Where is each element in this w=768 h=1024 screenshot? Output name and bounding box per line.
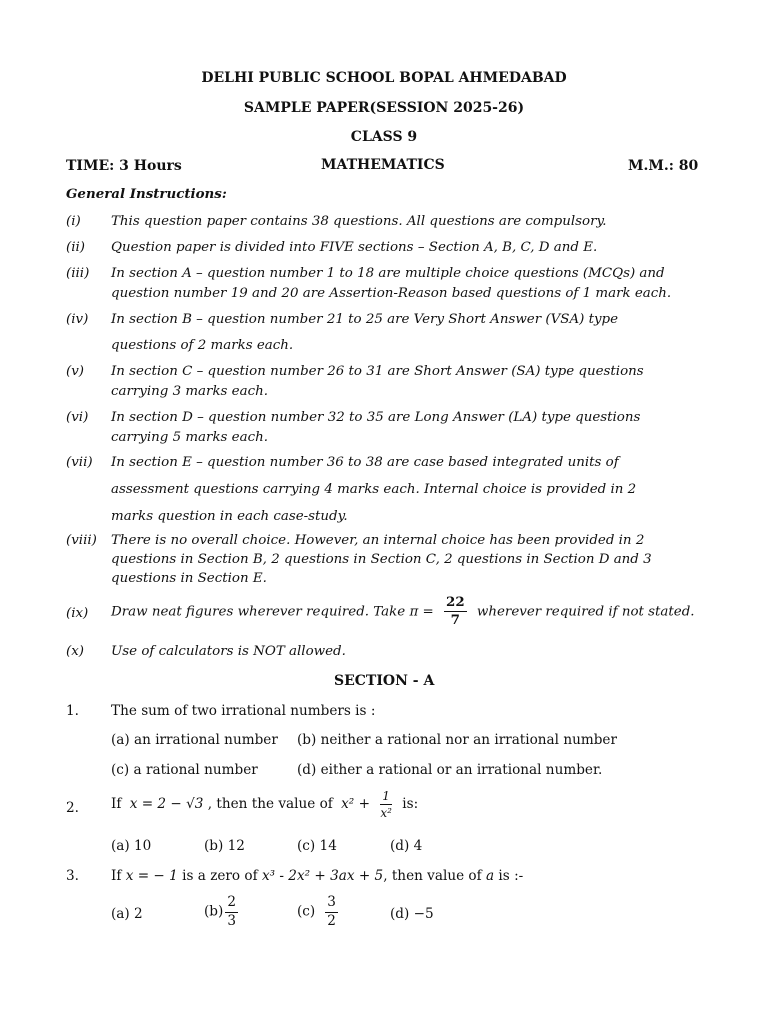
instruction-x: Use of calculators is NOT allowed. [111,644,346,659]
q3-option-c-label: (c) [297,903,316,920]
instruction-number: (iv) [66,312,89,327]
time-label: TIME: 3 Hours [66,158,182,174]
instruction-number: (iii) [66,266,90,281]
q3-option-b [204,896,238,928]
class-label: CLASS 9 [350,129,418,145]
q3-text-g: is :- [498,868,524,884]
q2-fraction-denominator: x² [380,806,392,820]
instruction-number: (viii) [66,533,97,548]
subject-label: MATHEMATICS [321,157,445,173]
instruction-line: assessment questions carrying 4 marks each. Internal choice is provided in 2 [111,482,637,497]
q3-variable-a: a [485,868,495,884]
instruction-line: questions in Section B, 2 questions in Section C, 2 questions in Section D and 3 [111,552,652,567]
pi-fraction-numerator: 22 [444,596,467,612]
q2-end: is: [402,796,419,812]
instruction-line: There is no overall choice. However, an internal choice has been provided in 2 [111,533,645,548]
instruction-line: carrying 3 marks each. [111,384,268,399]
q2-fraction-numerator: 1 [382,789,390,803]
q2-middle-text: , then the value of [207,796,333,812]
q2-fraction [380,790,392,819]
instruction-line: question number 19 and 20 are Assertion-Reason based questions of 1 mark each. [111,286,672,301]
q2-option-d: (d) 4 [390,838,423,854]
q3-text-c: is a zero of [182,868,258,884]
q2-expression: x² + [341,796,370,812]
max-marks-label: M.M.: 80 [628,158,699,174]
question-number: 1. [66,703,79,719]
q3-option-d: (d) −5 [390,906,434,922]
q3-option-c-numerator: 3 [325,896,338,913]
pi-fraction-denominator: 7 [450,612,460,629]
q3-text-b: x = − 1 [125,868,178,884]
instruction-line: In section C – question number 26 to 31 are Short Answer (SA) type questions [111,364,644,379]
q3-option-c-denominator: 2 [327,912,336,929]
question-3-text [111,868,523,884]
q3-option-a: (a) 2 [111,906,143,922]
q2-equation: x = 2 − √3 [129,796,204,812]
instruction-line: In section E – question number 36 to 38 are case based integrated units of [111,455,619,470]
instruction-number: (v) [66,364,85,379]
q1-option-c: (c) a rational number [111,762,258,778]
q3-text-a: If [111,868,122,884]
instruction-ix-before: Draw neat figures wherever required. Take π = [111,604,434,620]
instruction-line: questions in Section E. [111,571,267,586]
question-2-text [111,790,418,819]
instruction-line: In section D – question number 32 to 35 are Long Answer (LA) type questions [111,410,641,425]
q3-option-b-fraction [225,896,238,928]
q1-option-b: (b) neither a rational nor an irrational number [297,732,617,748]
instruction-line: In section B – question number 21 to 25 are Very Short Answer (VSA) type [111,312,619,327]
q2-option-a: (a) 10 [111,838,152,854]
instruction-number: (ii) [66,240,86,255]
instruction-number: (i) [66,214,81,229]
q2-option-b: (b) 12 [204,838,245,854]
school-name: DELHI PUBLIC SCHOOL BOPAL AHMEDABAD [201,70,567,86]
instruction-number: (vi) [66,410,89,425]
q1-option-d: (d) either a rational or an irrational number. [297,762,603,778]
paper-title: SAMPLE PAPER(SESSION 2025-26) [243,100,525,116]
instruction-line: marks question in each case-study. [111,509,348,524]
instruction-number: (ix) [66,606,89,621]
instruction-line: questions of 2 marks each. [111,338,294,353]
q3-option-c [297,896,338,928]
question-number: 2. [66,800,79,816]
instruction-line: In section A – question number 1 to 18 are multiple choice questions (MCQs) and [111,266,665,281]
instruction-number: (x) [66,644,85,659]
instructions-title: General Instructions: [66,186,227,202]
question-number: 3. [66,868,79,884]
instruction-line: carrying 5 marks each. [111,430,268,445]
pi-fraction [444,596,467,628]
instruction-ix [111,596,695,628]
q1-option-a: (a) an irrational number [111,732,278,748]
section-a-title: SECTION - A [334,673,435,689]
instruction-number: (vii) [66,455,93,470]
q3-text-e: , then value of [383,868,482,884]
instruction-line: Question paper is divided into FIVE sections – Section A, B, C, D and E. [111,240,598,255]
q3-option-b-numerator: 2 [225,896,238,913]
q3-polynomial: x³ - 2x² + 3ax + 5 [261,868,384,884]
q3-option-b-label: (b) [204,903,224,920]
question-1-text: The sum of two irrational numbers is : [111,703,376,719]
instruction-line: This question paper contains 38 questions. All questions are compulsory. [111,214,607,229]
instruction-ix-after: wherever required if not stated. [476,604,695,620]
q3-option-c-fraction [325,896,338,928]
q2-option-c: (c) 14 [297,838,337,854]
q2-if: If [111,796,122,812]
q3-option-b-denominator: 3 [227,912,236,929]
